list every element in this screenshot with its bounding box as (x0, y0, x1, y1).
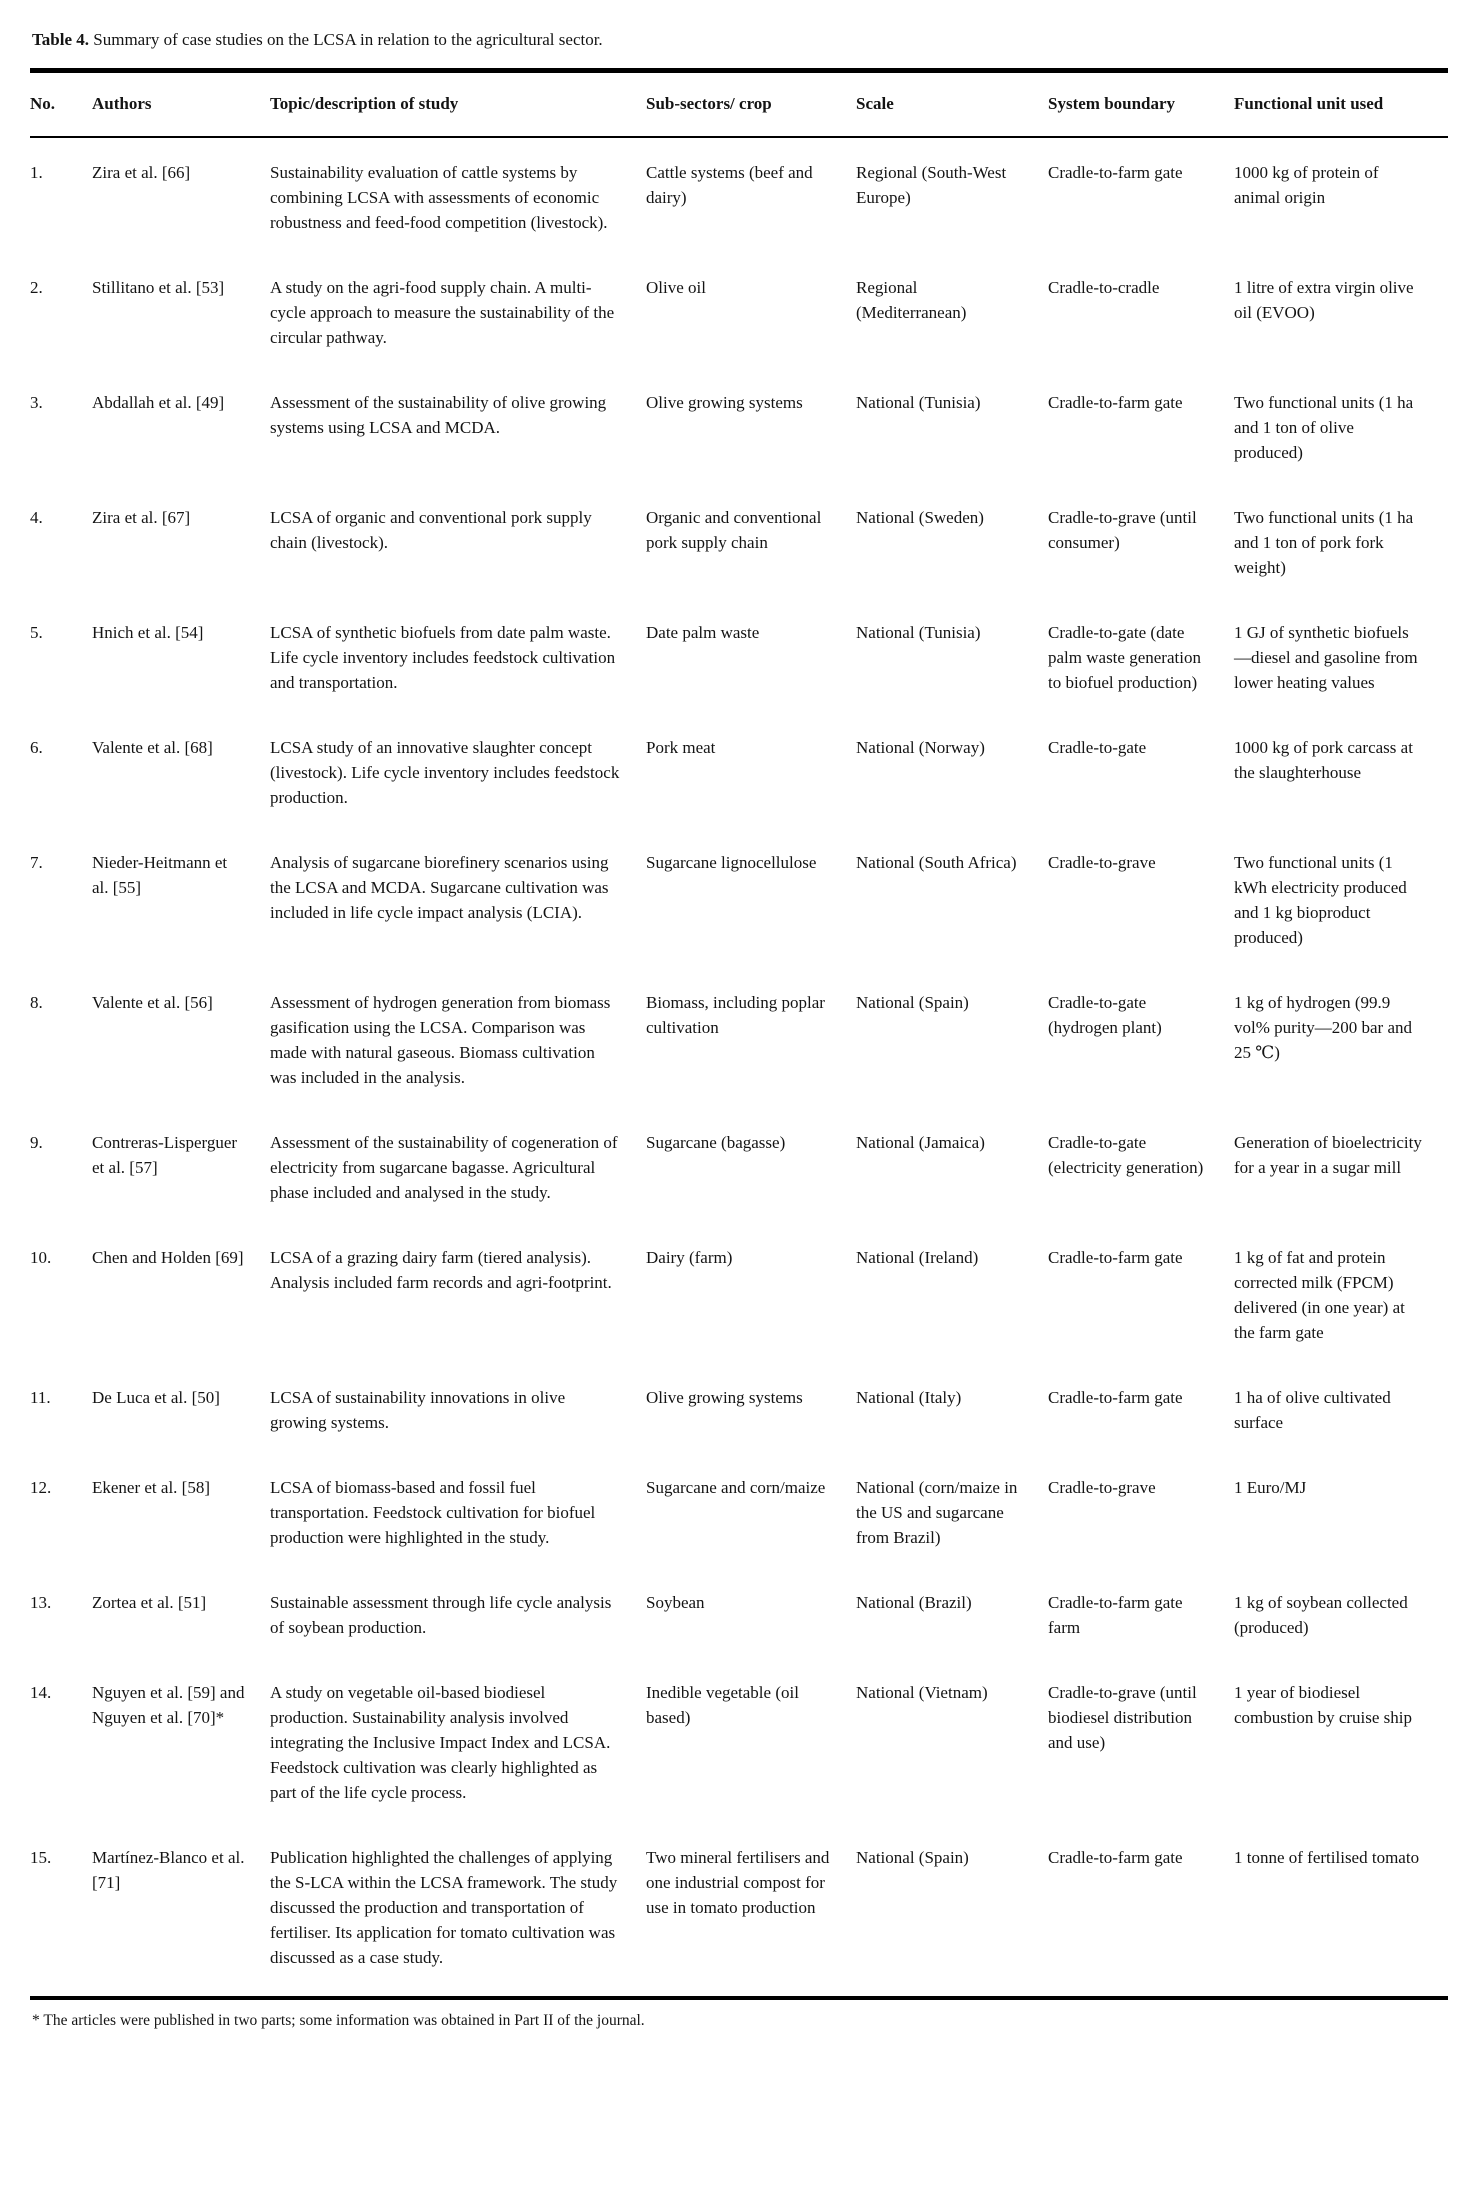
cell-scale: National (Tunisia) (856, 393, 981, 412)
cell-authors: Valente et al. [56] (92, 993, 213, 1012)
cell-functional-unit: 1 GJ of synthetic biofuels—diesel and gasoline from lower heating values (1234, 623, 1418, 692)
cell-topic: LCSA study of an innovative slaughter concept (livestock). Life cycle inventory includes feedstock production. (270, 738, 620, 807)
cell-authors: Contreras-Lisperguer et al. [57] (92, 1133, 238, 1177)
column-header-no: No. (30, 71, 92, 138)
column-header-functional-unit: Functional unit used (1234, 71, 1448, 138)
cell-topic: Analysis of sugarcane biorefinery scenarios using the LCSA and MCDA. Sugarcane cultivation was included in life cycle impact analysis (LCIA). (270, 853, 609, 922)
table-footnote: * The articles were published in two parts; some information was obtained in Part II of the journal. (32, 2012, 645, 2029)
cell-authors: Chen and Holden [69] (92, 1248, 244, 1267)
cell-no: 13. (30, 1593, 52, 1612)
case-studies-table (30, 68, 1448, 2000)
cell-functional-unit: 1 kg of fat and protein corrected milk (FPCM) delivered (in one year) at the farm gate (1234, 1248, 1405, 1342)
cell-subsector: Pork meat (646, 738, 716, 757)
cell-scale: Regional (Mediterranean) (856, 278, 967, 322)
cell-authors: Nieder-Heitmann et al. [55] (92, 853, 228, 897)
cell-system-boundary: Cradle-to-gate (electricity generation) (1048, 1133, 1204, 1177)
table-header (30, 71, 1448, 138)
table-body (30, 137, 1448, 1998)
cell-authors: Stillitano et al. [53] (92, 278, 225, 297)
cell-topic: Sustainability evaluation of cattle systems by combining LCSA with assessments of economic robustness and feed-food competition (livestock). (270, 163, 608, 232)
cell-topic: Publication highlighted the challenges of applying the S-LCA within the LCSA framework. The study discussed the production and transportation of fertiliser. Its application for tomato cultivation was discussed as a case study. (270, 1848, 618, 1967)
cell-subsector: Sugarcane (bagasse) (646, 1133, 786, 1152)
cell-authors: Zira et al. [66] (92, 163, 191, 182)
header-row (30, 71, 1448, 138)
cell-functional-unit: 1 ha of olive cultivated surface (1234, 1388, 1391, 1432)
column-header-authors: Authors (92, 71, 270, 138)
cell-functional-unit: 1 kg of soybean collected (produced) (1234, 1593, 1408, 1637)
table-row (30, 976, 1448, 1116)
cell-functional-unit: 1 tonne of fertilised tomato (1234, 1848, 1420, 1867)
column-header-scale: Scale (856, 71, 1048, 138)
table-caption (32, 28, 1448, 52)
cell-functional-unit: Generation of bioelectricity for a year in a sugar mill (1234, 1133, 1422, 1177)
table-row (30, 1461, 1448, 1576)
cell-topic: LCSA of sustainability innovations in olive growing systems. (270, 1388, 566, 1432)
cell-no: 12. (30, 1478, 52, 1497)
table-row (30, 376, 1448, 491)
table-caption-text: Summary of case studies on the LCSA in relation to the agricultural sector. (89, 30, 603, 49)
cell-functional-unit: Two functional units (1 kWh electricity produced and 1 kg bioproduct produced) (1234, 853, 1407, 947)
cell-subsector: Olive growing systems (646, 393, 803, 412)
cell-scale: National (Spain) (856, 993, 969, 1012)
table-row (30, 261, 1448, 376)
cell-topic: Sustainable assessment through life cycle analysis of soybean production. (270, 1593, 612, 1637)
cell-system-boundary: Cradle-to-farm gate farm (1048, 1593, 1183, 1637)
cell-no: 7. (30, 853, 43, 872)
cell-functional-unit: 1000 kg of pork carcass at the slaughterhouse (1234, 738, 1413, 782)
cell-no: 3. (30, 393, 43, 412)
table-row (30, 137, 1448, 261)
column-header-system-boundary: System boundary (1048, 71, 1234, 138)
cell-authors: Abdallah et al. [49] (92, 393, 225, 412)
cell-subsector: Two mineral fertilisers and one industrial compost for use in tomato production (646, 1848, 830, 1917)
cell-no: 1. (30, 163, 43, 182)
cell-authors: Ekener et al. [58] (92, 1478, 210, 1497)
cell-scale: National (South Africa) (856, 853, 1017, 872)
cell-no: 9. (30, 1133, 43, 1152)
cell-subsector: Sugarcane and corn/maize (646, 1478, 826, 1497)
cell-no: 4. (30, 508, 43, 527)
cell-authors: Valente et al. [68] (92, 738, 213, 757)
cell-system-boundary: Cradle-to-grave (until consumer) (1048, 508, 1197, 552)
cell-functional-unit: 1 year of biodiesel combustion by cruise ship (1234, 1683, 1413, 1727)
cell-authors: Nguyen et al. [59] and Nguyen et al. [70]* (92, 1683, 245, 1727)
cell-subsector: Biomass, including poplar cultivation (646, 993, 825, 1037)
cell-scale: Regional (South-West Europe) (856, 163, 1007, 207)
cell-authors: Hnich et al. [54] (92, 623, 204, 642)
table-row (30, 1666, 1448, 1831)
cell-functional-unit: 1 kg of hydrogen (99.9 vol% purity—200 bar and 25 ℃) (1234, 993, 1412, 1062)
cell-functional-unit: Two functional units (1 ha and 1 ton of olive produced) (1234, 393, 1414, 462)
cell-subsector: Olive growing systems (646, 1388, 803, 1407)
cell-scale: National (Sweden) (856, 508, 984, 527)
cell-functional-unit: 1 litre of extra virgin olive oil (EVOO) (1234, 278, 1414, 322)
cell-no: 6. (30, 738, 43, 757)
cell-subsector: Soybean (646, 1593, 705, 1612)
cell-no: 15. (30, 1848, 52, 1867)
cell-functional-unit: 1 Euro/MJ (1234, 1478, 1307, 1497)
cell-authors: De Luca et al. [50] (92, 1388, 220, 1407)
table-row (30, 836, 1448, 976)
table-row (30, 1576, 1448, 1666)
cell-topic: LCSA of organic and conventional pork supply chain (livestock). (270, 508, 592, 552)
cell-subsector: Dairy (farm) (646, 1248, 733, 1267)
cell-authors: Martínez-Blanco et al. [71] (92, 1848, 245, 1892)
cell-no: 2. (30, 278, 43, 297)
cell-system-boundary: Cradle-to-grave (until biodiesel distribution and use) (1048, 1683, 1197, 1752)
cell-topic: A study on the agri-food supply chain. A multi-cycle approach to measure the sustainability of the circular pathway. (270, 278, 615, 347)
cell-no: 11. (30, 1388, 51, 1407)
cell-functional-unit: 1000 kg of protein of animal origin (1234, 163, 1379, 207)
cell-scale: National (Brazil) (856, 1593, 972, 1612)
cell-authors: Zira et al. [67] (92, 508, 191, 527)
cell-topic: LCSA of synthetic biofuels from date palm waste. Life cycle inventory includes feedstock cultivation and transportation. (270, 623, 616, 692)
cell-scale: National (Norway) (856, 738, 985, 757)
cell-subsector: Cattle systems (beef and dairy) (646, 163, 813, 207)
cell-system-boundary: Cradle-to-grave (1048, 1478, 1156, 1497)
cell-no: 8. (30, 993, 43, 1012)
cell-no: 10. (30, 1248, 52, 1267)
cell-functional-unit: Two functional units (1 ha and 1 ton of pork fork weight) (1234, 508, 1414, 577)
cell-subsector: Inedible vegetable (oil based) (646, 1683, 799, 1727)
cell-system-boundary: Cradle-to-cradle (1048, 278, 1160, 297)
cell-scale: National (Jamaica) (856, 1133, 985, 1152)
cell-no: 5. (30, 623, 43, 642)
table-row (30, 721, 1448, 836)
cell-scale: National (Tunisia) (856, 623, 981, 642)
table-row (30, 491, 1448, 606)
cell-system-boundary: Cradle-to-farm gate (1048, 393, 1183, 412)
cell-topic: LCSA of biomass-based and fossil fuel transportation. Feedstock cultivation for biofuel production were highlighted in the study. (270, 1478, 596, 1547)
cell-subsector: Sugarcane lignocellulose (646, 853, 817, 872)
column-header-subsector: Sub-sectors/ crop (646, 71, 856, 138)
cell-subsector: Olive oil (646, 278, 706, 297)
cell-topic: Assessment of the sustainability of cogeneration of electricity from sugarcane bagasse. Agricultural phase included and analysed in the study. (270, 1133, 618, 1202)
cell-system-boundary: Cradle-to-grave (1048, 853, 1156, 872)
cell-no: 14. (30, 1683, 52, 1702)
table-caption-label: Table 4. (32, 30, 90, 49)
cell-system-boundary: Cradle-to-gate (hydrogen plant) (1048, 993, 1162, 1037)
column-header-topic: Topic/description of study (270, 71, 646, 138)
cell-system-boundary: Cradle-to-farm gate (1048, 1848, 1183, 1867)
table-row (30, 1231, 1448, 1371)
cell-subsector: Date palm waste (646, 623, 760, 642)
table-row (30, 1116, 1448, 1231)
cell-scale: National (Spain) (856, 1848, 969, 1867)
cell-system-boundary: Cradle-to-farm gate (1048, 163, 1183, 182)
cell-topic: LCSA of a grazing dairy farm (tiered analysis). Analysis included farm records and agri-footprint. (270, 1248, 612, 1292)
cell-system-boundary: Cradle-to-farm gate (1048, 1388, 1183, 1407)
cell-authors: Zortea et al. [51] (92, 1593, 207, 1612)
table-row (30, 1831, 1448, 1998)
cell-scale: National (Vietnam) (856, 1683, 988, 1702)
cell-topic: Assessment of the sustainability of olive growing systems using LCSA and MCDA. (270, 393, 607, 437)
cell-topic: Assessment of hydrogen generation from biomass gasification using the LCSA. Comparison was made with natural gaseous. Biomass cultivation was included in the analysis. (270, 993, 611, 1087)
cell-scale: National (Italy) (856, 1388, 962, 1407)
table-row (30, 606, 1448, 721)
cell-topic: A study on vegetable oil-based biodiesel production. Sustainability analysis involved integrating the Inclusive Impact Index and LCSA. Feedstock cultivation was clearly highlighted as part of the life cycle process. (270, 1683, 611, 1802)
cell-scale: National (Ireland) (856, 1248, 979, 1267)
cell-system-boundary: Cradle-to-gate (1048, 738, 1147, 757)
cell-system-boundary: Cradle-to-farm gate (1048, 1248, 1183, 1267)
cell-scale: National (corn/maize in the US and sugarcane from Brazil) (856, 1478, 1018, 1547)
cell-system-boundary: Cradle-to-gate (date palm waste generation to biofuel production) (1048, 623, 1201, 692)
cell-subsector: Organic and conventional pork supply chain (646, 508, 822, 552)
table-row (30, 1371, 1448, 1461)
